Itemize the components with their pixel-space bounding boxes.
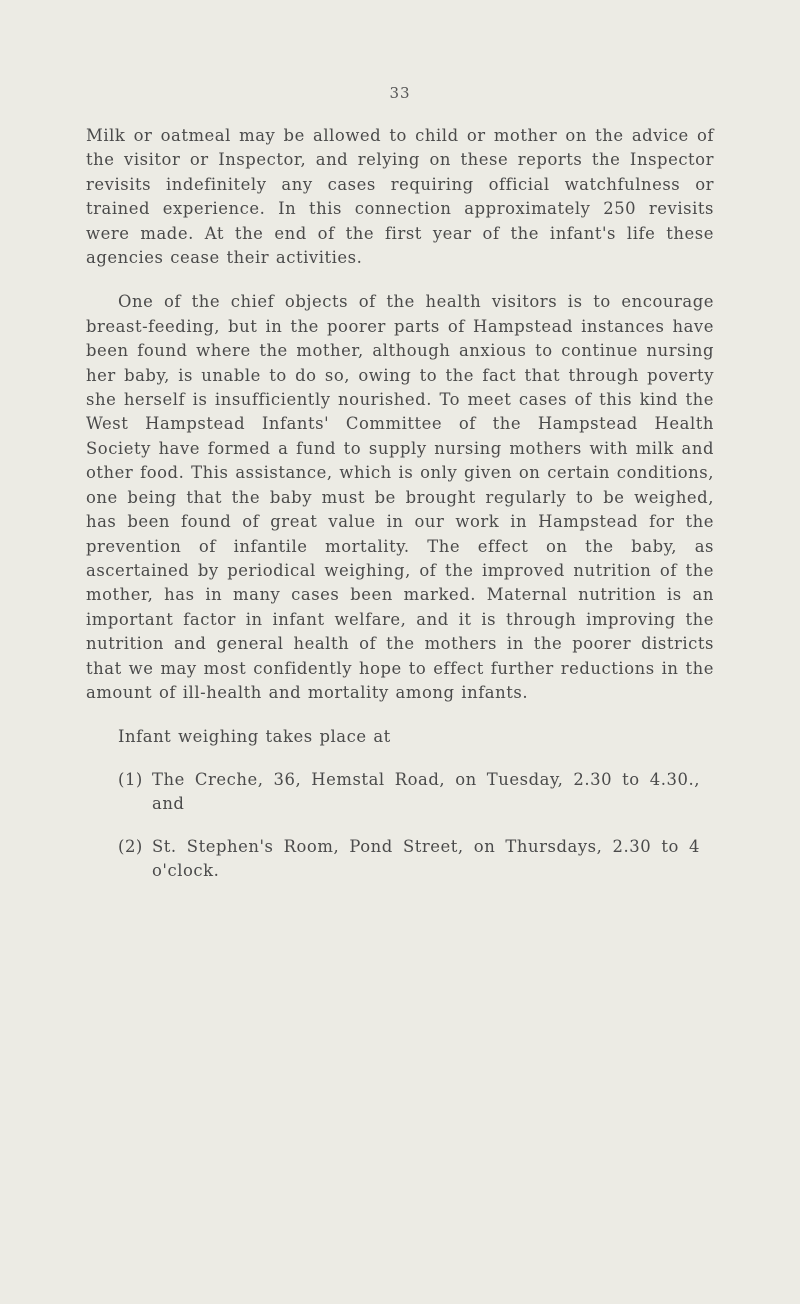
paragraph-breast-feeding: One of the chief objects of the health visitors is to encourage breast-feeding, but in the poorer parts of Hampstead instances have been found where the mother, although anxious to continue nursing her baby, is unable to do so, owing to the fact that through poverty she herself is insufficiently nourished. To meet cases of this kind the West Hampstead Infants' Committee of the Hampstead Health Society have formed a fund to supply nursing mothers with milk and other food. This assistance, which is only given on certain conditions, one being that the baby must be brought regularly to be weighed, has been found of great value in our work in Hampstead for the prevention of infantile mortality. The effect on the baby, as ascertained by periodical weighing, of the improved nutrition of the mother, has in many cases been marked. Maternal nutrition is an important factor in infant welfare, and it is through improving the nutrition and general health of the mothers in the poorer districts that we may most confidently hope to effect further reductions in the amount of ill-health and mortality among infants.: [86, 292, 714, 702]
list-item-number: (1): [118, 769, 143, 789]
list-item: [118, 768, 714, 817]
list-item-text: The Creche, 36, Hemstal Road, on Tuesday, 2.30 to 4.30., and: [152, 769, 700, 814]
paragraph-weighing-intro: Infant weighing takes place at: [118, 727, 391, 747]
page-number: 33: [389, 84, 411, 102]
weighing-locations-list: [86, 768, 714, 884]
list-item-text: St. Stephen's Room, Pond Street, on Thursdays, 2.30 to 4 o'clock.: [152, 836, 700, 880]
list-item: [118, 835, 714, 884]
paragraph-milk-revisits: Milk or oatmeal may be allowed to child or mother on the advice of the visitor or Inspector, and relying on these reports the Inspector revisits indefinitely any cases requiring official watchfulness or trained experience. In this connection approximately 250 revisits were made. At the end of the first year of the infant's life these agencies cease their activities.: [86, 126, 714, 268]
body-text: [86, 124, 714, 901]
list-item-number: (2): [118, 836, 143, 856]
